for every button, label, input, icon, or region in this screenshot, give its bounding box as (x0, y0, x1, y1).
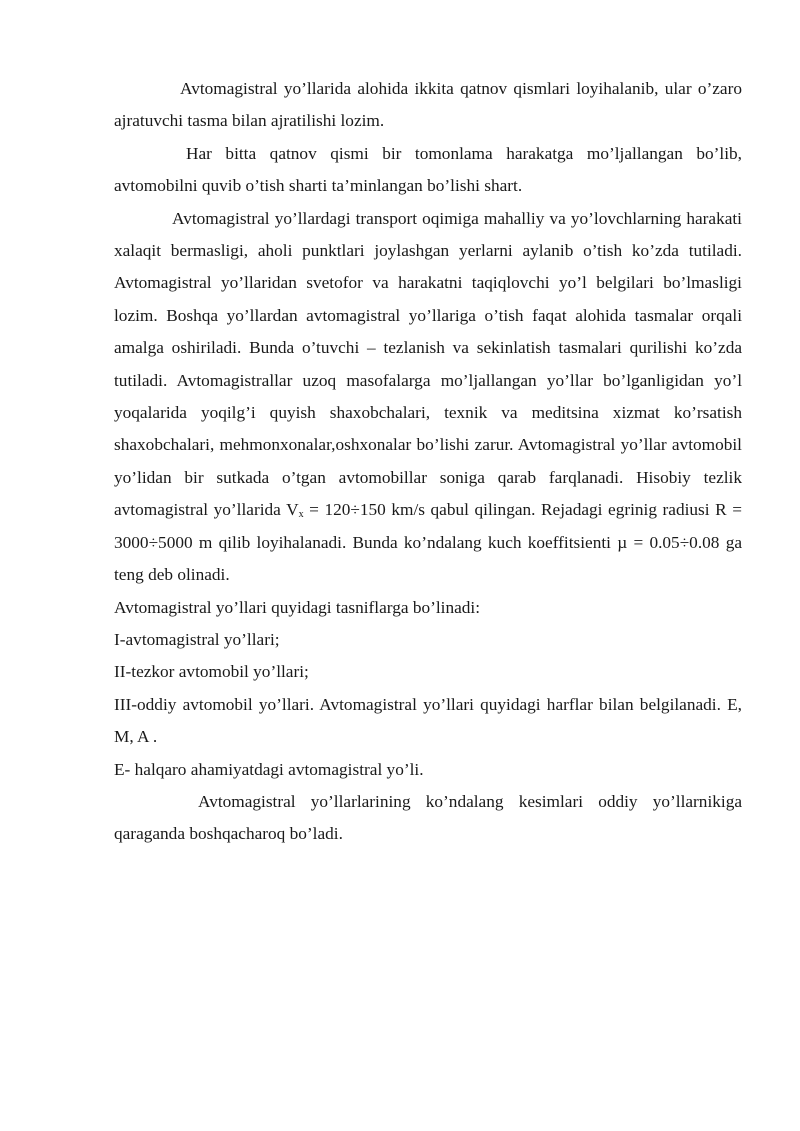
classification-e-definition: E- halqaro ahamiyatdagi avtomagistral yo’li. (114, 759, 424, 779)
classification-item-1: I-avtomagistral yo’llari; (114, 629, 280, 649)
paragraph-separation: Avtomagistral yo’llarida alohida ikkita qatnov qismlari loyihalanib, ular o’zaro ajratuvchi tasma bilan ajratilishi lozim. (114, 79, 742, 131)
paragraph-carriageway: Har bitta qatnov qismi bir tomonlama harakatga mo’ljallangan bo’lib, avtomobilni quvib o’tish sharti ta’minlangan bo’lishi shart. (114, 143, 742, 196)
classification-item-2: II-tezkor avtomobil yo’llari; (114, 662, 309, 682)
classification-heading: Avtomagistral yo’llari quyidagi tasniflarga bo’linadi: (114, 597, 481, 617)
paragraph-transport-flow-text: Avtomagistral yo’llardagi transport oqimiga mahalliy va yo’lovchlarning harakati xalaqit bermasligi, aholi punktlari joylashgan yerlarni aylanib o’tish ko’zda tutiladi. Avtomagistral yo’llaridan svetofor va harakatni taqiqlovchi yo’l belgilari bo’lmasligi lozim. Boshqa yo’llardan avtomagistral yo’llariga o’tish faqat alohida tasmalar orqali amalga oshiriladi. Bunda o’tuvchi – tezlanish va sekinlatish tasmalari qurilishi ko’zda tutiladi. Avtomagistrallar uzoq masofalarga mo’ljallangan yo’llar bo’lganligidan yo’l yoqalarida yoqilg’i quyish shaxobchalari, texnik va meditsina xizmat ko’rsatish shaxobchalari, mehmonxonalar,oshxonalar bo’lishi zarur. Avtomagistral yo’llar avtomobil yo’lidan bir sutkada o’tgan avtomobillar soniga qarab farqlanadi. Hisobiy tezlik avtomagistral yo’llarida V (114, 208, 742, 520)
speed-subscript: x (298, 509, 304, 521)
document-page (114, 73, 742, 851)
paragraph-transport-flow-continuation: = 120÷150 km/s qabul qilingan. Rejadagi egrinig radiusi R = 3000÷5000 m qilib loyihalanadi. Bunda ko’ndalang kuch koeffitsienti µ = 0.05÷0.08 ga teng deb olinadi. (114, 500, 743, 585)
paragraph-transport-flow (114, 203, 742, 592)
paragraph-cross-sections: Avtomagistral yo’llarlarining ko’ndalang kesimlari oddiy yo’llarnikiga qaraganda boshqacharoq bo’ladi. (114, 791, 742, 844)
classification-item-3: III-oddiy avtomobil yo’llari. Avtomagistral yo’llari quyidagi harflar bilan belgilanadi. E, M, A . (114, 694, 742, 747)
